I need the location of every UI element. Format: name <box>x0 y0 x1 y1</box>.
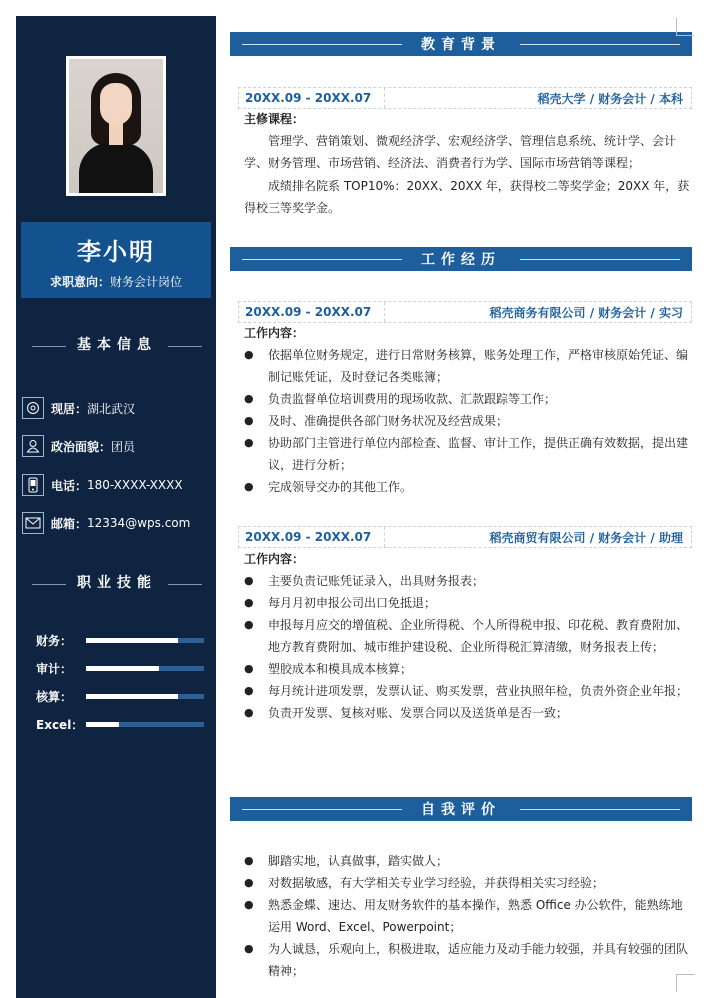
candidate-name: 李小明 <box>77 238 155 266</box>
info-political: 政治面貌： 团员 <box>22 434 135 458</box>
list-item: ● 对数据敏感，有大学相关专业学习经验，并获得相关实习经验； <box>244 872 690 894</box>
profile-photo <box>66 56 166 196</box>
skill-excel: Excel： <box>36 716 204 732</box>
sidebar <box>16 16 216 998</box>
job-date: 20XX.09 - 20XX.07 <box>239 527 385 547</box>
skill-bar <box>86 666 204 671</box>
list-item: ● 塑胶成本和模具成本核算； <box>244 658 690 680</box>
job-1-content-label: 工作内容： <box>244 326 305 340</box>
page-corner-mark <box>676 18 694 36</box>
education-org: 稻壳大学 / 财务会计 / 本科 <box>537 91 683 106</box>
list-item: ● 脚踏实地，认真做事，踏实做人； <box>244 850 690 872</box>
location-icon <box>22 397 44 419</box>
name-box <box>21 222 211 298</box>
list-item: ● 申报每月应交的增值税、企业所得税、个人所得税申报、印花税、教育费附加、地方教育费附加、城市维护建设税、企业所得税汇算清缴，财务报表上传； <box>244 614 690 658</box>
self-eval-section-header: 自我评价 <box>230 797 692 821</box>
list-item: ● 负责监督单位培训费用的现场收款、汇款跟踪等工作； <box>244 388 690 410</box>
skill-bar <box>86 694 204 699</box>
rank-text: 成绩排名院系 TOP10%：20XX、20XX 年，获得校二等奖学金；20XX 年，获得校三等奖学金。 <box>244 179 690 215</box>
phone-icon <box>22 474 44 496</box>
list-item: ● 每月月初申报公司出口免抵退； <box>244 592 690 614</box>
education-entry-header <box>238 87 692 109</box>
job-org: 稻壳商贸有限公司 / 财务会计 / 助理 <box>489 530 683 545</box>
job-intent: 求职意向：财务会计岗位 <box>49 275 183 289</box>
courses-text: 管理学、营销策划、微观经济学、宏观经济学、管理信息系统、统计学、会计学、财务管理、市场营销、经济法、消费者行为学、国际市场营销等课程； <box>244 134 677 170</box>
list-item: ● 熟悉金蝶、速达、用友财务软件的基本操作，熟悉 Office 办公软件，能熟练地运用 Word、Excel、Powerpoint； <box>244 894 690 938</box>
skill-bar <box>86 638 204 643</box>
list-item: ● 协助部门主管进行单位内部检查、监督、审计工作，提供正确有效数据，提出建议，进行分析； <box>244 432 690 476</box>
basic-info-heading: 基本信息 <box>32 334 202 354</box>
job-org: 稻壳商务有限公司 / 财务会计 / 实习 <box>489 305 683 320</box>
skill-accounting: 核算： <box>36 688 204 704</box>
list-item: ● 及时、准确提供各部门财务状况及经营成果； <box>244 410 690 432</box>
info-email[interactable]: 邮箱： 12334@wps.com <box>22 511 190 535</box>
job-2-header <box>238 526 692 548</box>
mail-icon <box>22 512 44 534</box>
list-item: ● 为人诚恳，乐观向上，积极进取，适应能力及动手能力较强，并具有较强的团队精神； <box>244 938 690 982</box>
skill-finance: 财务： <box>36 632 204 648</box>
job-1-duties <box>244 344 690 498</box>
job-2-duties <box>244 570 690 724</box>
skill-bar <box>86 722 204 727</box>
page-corner-mark <box>676 974 694 992</box>
education-section-header: 教育背景 <box>230 32 692 56</box>
info-location: 现居： 湖北武汉 <box>22 396 135 420</box>
education-date: 20XX.09 - 20XX.07 <box>239 88 385 108</box>
list-item: ● 完成领导交办的其他工作。 <box>244 476 690 498</box>
courses-label: 主修课程： <box>244 112 305 126</box>
skills-heading: 职业技能 <box>32 572 202 592</box>
list-item: ● 依据单位财务规定，进行日常财务核算，账务处理工作，严格审核原始凭证、编制记账凭证，及时登记各类账簿； <box>244 344 690 388</box>
list-item: ● 每月统计进项发票，发票认证、购买发票，营业执照年检，负责外资企业年报； <box>244 680 690 702</box>
job-date: 20XX.09 - 20XX.07 <box>239 302 385 322</box>
job-2-content-label: 工作内容： <box>244 552 305 566</box>
self-eval-list <box>244 850 690 982</box>
info-phone: 电话： 180-XXXX-XXXX <box>22 473 183 497</box>
list-item: ● 负责开发票、复核对账、发票合同以及送货单是否一致； <box>244 702 690 724</box>
list-item: ● 主要负责记账凭证录入，出具财务报表； <box>244 570 690 592</box>
job-1-header <box>238 301 692 323</box>
skill-audit: 审计： <box>36 660 204 676</box>
work-section-header: 工作经历 <box>230 247 692 271</box>
person-icon <box>22 435 44 457</box>
